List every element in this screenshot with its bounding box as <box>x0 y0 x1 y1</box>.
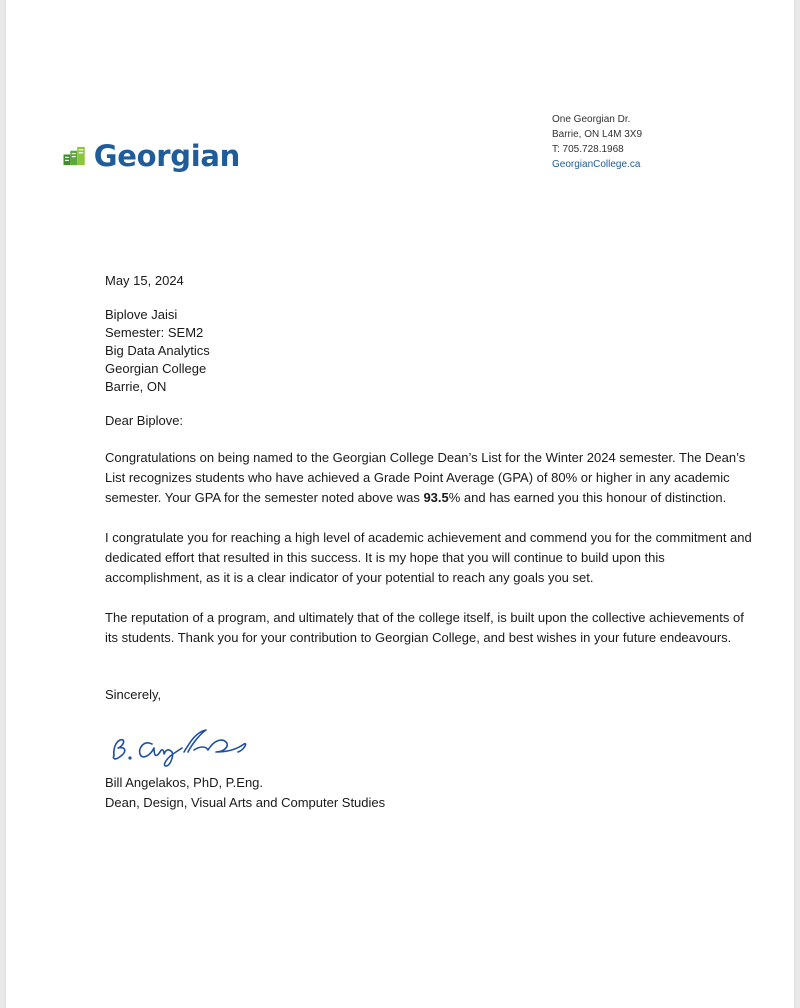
signer-name: Bill Angelakos, PhD, P.Eng. <box>105 775 264 790</box>
college-address-block <box>552 112 642 172</box>
recipient-name: Biplove Jaisi <box>105 307 178 322</box>
paragraph-deans-list <box>105 448 755 508</box>
paragraph-reputation: The reputation of a program, and ultimately that of the college itself, is built upon the collective achievements of its students. Thank you for your contribution to Georgian College, and best wishes in your future endeavours. <box>105 610 744 645</box>
salutation: Dear Biplove: <box>105 413 184 428</box>
handwritten-signature <box>104 722 254 770</box>
georgian-logo-icon <box>62 140 88 172</box>
recipient-college: Georgian College <box>105 361 207 376</box>
recipient-program: Big Data Analytics <box>105 343 210 358</box>
paragraph-congratulations: I congratulate you for reaching a high level of academic achievement and commend you for the commitment and dedicated effort that resulted in this success. It is my hope that you will continue to build upon this accomplishment, as it is a clear indicator of your potential to reach any goals you set. <box>105 530 752 585</box>
letter-page <box>6 0 794 1008</box>
recipient-city: Barrie, ON <box>105 379 167 394</box>
address-line-2: Barrie, ON L4M 3X9 <box>552 129 643 140</box>
logo-wordmark: Georgian <box>93 138 240 173</box>
recipient-semester: Semester: SEM2 <box>105 325 204 340</box>
recipient-block <box>105 306 210 396</box>
closing: Sincerely, <box>105 687 162 702</box>
website-link[interactable]: GeorgianCollege.ca <box>552 159 641 170</box>
p1-text-after: % and has earned you this honour of distinction. <box>448 490 727 505</box>
phone-number: T: 705.728.1968 <box>552 144 624 155</box>
letter-date: May 15, 2024 <box>105 273 184 288</box>
signer-title: Dean, Design, Visual Arts and Computer Studies <box>105 795 386 810</box>
georgian-logo <box>62 128 240 184</box>
p1-text-before: Congratulations on being named to the Georgian College Dean’s List for the Winter 2024 semester. The Dean’s List recognizes students who have achieved a Grade Point Average (GPA) of 80% or higher in any academic semester. Your GPA for the semester noted above was <box>105 450 746 505</box>
gpa-value: 93.5 <box>423 490 449 505</box>
signer-block <box>105 773 385 813</box>
address-line-1: One Georgian Dr. <box>552 114 631 125</box>
